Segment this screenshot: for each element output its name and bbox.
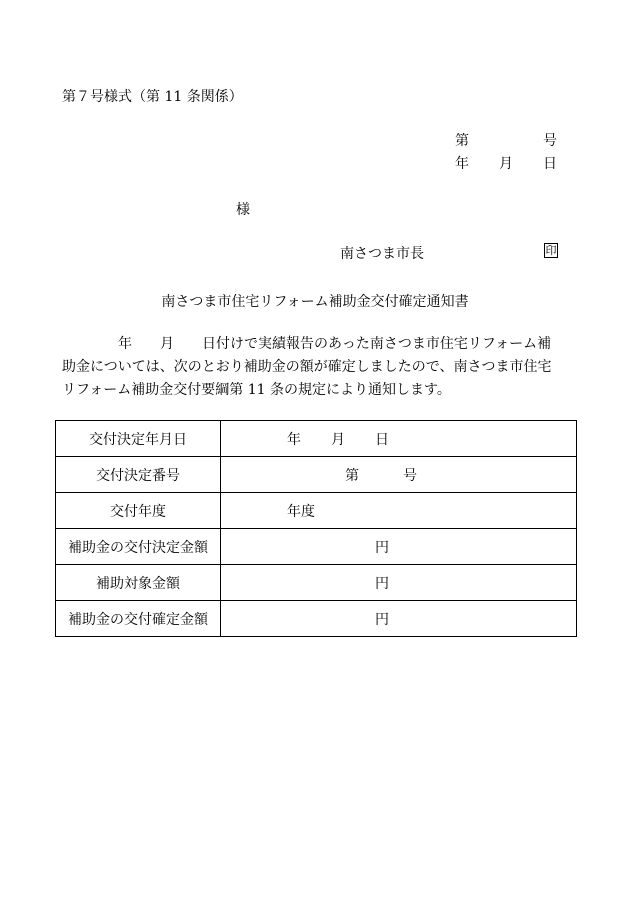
row-label: 交付年度 bbox=[56, 493, 221, 529]
issuer-name: 南さつま市長 bbox=[340, 246, 424, 262]
number-suffix: 号 bbox=[403, 467, 417, 484]
row-label: 交付決定番号 bbox=[56, 457, 221, 493]
document-title: 南さつま市住宅リフォーム補助金交付確定通知書 bbox=[161, 294, 469, 310]
table-row bbox=[56, 457, 577, 493]
form-number-label: 第７号様式（第 11 条関係） bbox=[62, 89, 243, 105]
row-value bbox=[221, 529, 577, 565]
row-label: 交付決定年月日 bbox=[56, 421, 221, 457]
row-label: 補助対象金額 bbox=[56, 565, 221, 601]
table-row bbox=[56, 421, 577, 457]
yen-unit: 円 bbox=[375, 611, 389, 628]
row-value bbox=[221, 493, 577, 529]
body-line-1: 年 月 日付けで実績報告のあった南さつま市住宅リフォーム補 bbox=[62, 336, 552, 352]
table-row bbox=[56, 529, 577, 565]
row-value bbox=[221, 421, 577, 457]
row-label: 補助金の交付確定金額 bbox=[56, 601, 221, 637]
table-row bbox=[56, 565, 577, 601]
body-line-2: 助金については、次のとおり補助金の額が確定しましたので、南さつま市住宅 bbox=[62, 359, 552, 375]
body-paragraph bbox=[62, 333, 582, 402]
row-value bbox=[221, 601, 577, 637]
doc-date-day: 日 bbox=[543, 156, 557, 172]
seal-mark: 印 bbox=[545, 244, 557, 257]
doc-number-prefix: 第 bbox=[455, 133, 469, 149]
doc-date-year: 年 bbox=[455, 156, 469, 172]
body-line-3: リフォーム補助金交付要綱第 11 条の規定により通知します。 bbox=[62, 382, 451, 398]
fiscal-year-unit: 年度 bbox=[287, 503, 315, 520]
row-value bbox=[221, 565, 577, 601]
doc-date-month: 月 bbox=[499, 156, 513, 172]
date-year: 年 bbox=[287, 431, 301, 448]
doc-number-suffix: 号 bbox=[543, 133, 557, 149]
number-prefix: 第 bbox=[345, 467, 359, 484]
details-table bbox=[55, 420, 577, 637]
date-month: 月 bbox=[331, 431, 345, 448]
yen-unit: 円 bbox=[375, 575, 389, 592]
addressee: 様 bbox=[236, 202, 250, 218]
table-row bbox=[56, 601, 577, 637]
table-row bbox=[56, 493, 577, 529]
row-value bbox=[221, 457, 577, 493]
row-label: 補助金の交付決定金額 bbox=[56, 529, 221, 565]
yen-unit: 円 bbox=[375, 539, 389, 556]
date-day: 日 bbox=[375, 431, 389, 448]
